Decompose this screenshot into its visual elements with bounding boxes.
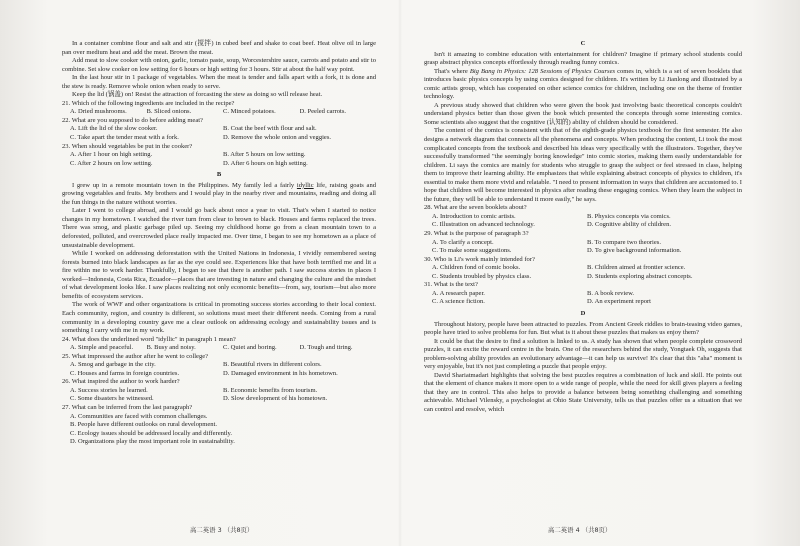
question-28: 28. What are the seven booklets about? — [424, 204, 527, 212]
question-30-options — [424, 264, 742, 281]
q29-option-a: A. To clarify a concept. — [432, 238, 494, 246]
q21-option-b: B. Sliced onions. — [146, 108, 192, 116]
q27-option-a: A. Communities are faced with common challenges. — [70, 412, 208, 420]
q22-option-b: B. Coat the beef with flour and salt. — [223, 125, 317, 133]
recipe-para-3: In the last hour stir in 1 package of vegetables. When the meat is tender and falls apart with a fork, it is done and the stew is ready. Remove whole onion when ready to serve. — [62, 74, 376, 90]
section-b-heading: B — [216, 171, 222, 179]
q21-option-d: D. Peeled carrots. — [299, 108, 347, 116]
underlined-word-idyllic: idyllic — [296, 181, 314, 189]
q22-option-d: D. Remove the whole onion and veggies. — [223, 134, 332, 142]
passage-d-para-2: It could be that the desire to find a solution is linked to us. A study has shown that when people complete crossword puzzles, it can excite the reward centre in the brain. One of the researchers behind the study, Yongtaek Oh, suggests that problem-solving ability provides an evolutionary advantage—it can help us survive! It's clear that this "aha" moment is very enjoyable, but it's not just completing a puzzle that people enjoy. — [424, 337, 742, 371]
question-30: 30. Who is Li's work mainly intended for? — [424, 255, 535, 263]
passage-b-para-3: While I worked on addressing deforestation with the United Nations in Indonesia, I vividly remembered seeing forests burned into black landscapes as far as the eye could see. Experiences like that have both terrified me and lit a fire within me to work harder. Thankfully, I began to see that there is another path. I saw success stories in places I worked—Indonesia, Costa Rica, Ecuador—places that are investing in nature and changing the culture and the mindset of what development looks like. I saw places realizing not only economic benefits—from, say, tourism—but also more benefits of ecosystem services. — [62, 250, 376, 300]
q24-option-b: B. Busy and noisy. — [146, 344, 196, 352]
passage-c-para-4: The content of the comics is consistent with that of the eighth-grade physics textbook for the first semester. He also designs a network diagram that connects all the phenomena and concepts. When producing the content, Li took the most complicated concepts from the textbook and described his ideas very specifically with the illustrators. Together, they've successfully transformed "the seemingly boring knowledge" into comic stories, making them easily understandable for children. Li says the comics are mainly for students who struggle to grasp the subject or feel stressed in class, helping them to improve their learning ability. He emphasizes that while explaining abstract concepts of physics to children, it's essential to make them more vivid and relatable. "I need to present information in ways that children are accustomed to. I hope that children will become interested in physics after reading these engaging comics. When they learn the subject in the future, they will be able to understand it more easily," he says. — [424, 127, 742, 203]
question-21-options — [62, 108, 376, 117]
question-23: 23. When should vegetables be put in the cooker? — [62, 142, 193, 150]
q24-option-c: C. Quiet and boring. — [223, 344, 277, 352]
q30-option-b: B. Children aimed at frontier science. — [587, 264, 686, 272]
q29-option-b: B. To compare two theories. — [587, 238, 661, 246]
left-page-footer: 高二英语 3 （共8页） — [190, 526, 254, 534]
question-31-options — [424, 290, 742, 307]
q26-option-a: A. Success stories he learned. — [70, 386, 148, 394]
q31-option-a: A. A research paper. — [432, 289, 485, 297]
right-page — [424, 40, 742, 415]
q31-option-b: B. A book review. — [587, 289, 635, 297]
q29-option-c: C. To make some suggestions. — [432, 247, 512, 255]
passage-c-para-3: A previous study showed that children who were given the book just involving basic theoretical concepts couldn't understand physics better than those given the book which presented the concepts through some interesting comics. Some scientists also suggest that the cognitive (认知的) ability of children should be considered. — [424, 101, 742, 126]
q24-option-a: A. Simple and peaceful. — [70, 344, 134, 352]
q28-option-c: C. Illustration on advanced technology. — [432, 221, 535, 229]
q30-option-a: A. Children fond of comic books. — [432, 264, 521, 272]
question-27-options — [62, 413, 376, 447]
page-gutter — [398, 0, 402, 546]
question-24: 24. What does the underlined word "idyllic" in paragraph 1 mean? — [62, 335, 236, 343]
q23-option-d: D. After 6 hours on high setting. — [223, 159, 308, 167]
passage-c-para-2: That's where Big Bang in Physics: 128 Sessions of Physics Courses comes in, which is a set of seven booklets that introduces basic physics concepts by using comics designed for children. It's written by Li Jianlong and illustrated by a comic artists group, which has cooperated on other science comics for children, including one on the theme of frontier technology. — [424, 67, 743, 101]
passage-d-para-3: David Shariatmadari highlights that solving the best puzzles requires a combination of luck and skill. He points out that the element of chance makes it more open to a wide range of people, while the need for skill gives players a feeling that they are in control. This also helps to provide a balance between being something challenging and something achievable. Michael Vilensky, a psychologist at Ohio State University, tells us that puzzles offer us a situation that we can control and resolve, which — [424, 371, 742, 413]
q23-option-b: B. After 5 hours on low setting. — [223, 151, 306, 159]
q26-option-c: C. Some disasters he witnessed. — [70, 395, 154, 403]
q22-option-a: A. Lift the lid of the slow cooker. — [70, 125, 158, 133]
question-22: 22. What are you supposed to do before adding meat? — [62, 116, 203, 124]
question-23-options — [62, 151, 376, 168]
q23-option-a: A. After 1 hour on high setting. — [70, 151, 153, 159]
passage-b-para-1: I grew up in a remote mountain town in the Philippines. My family led a fairly idyllic life, raising goats and growing vegetables and fruits. My brothers and I would play in the nearby river and mountains, reading and doing all the fun things in the nature without worries. — [62, 181, 376, 206]
recipe-para-1: In a container combine flour and salt and stir (搅拌) in cubed beef and shake to coat beef. Heat olive oil in large pan over medium heat and add the meat. Brown the meat. — [62, 40, 376, 56]
question-26-options — [62, 387, 376, 404]
q31-option-c: C. A science fiction. — [432, 298, 485, 306]
question-31: 31. What is the text? — [424, 281, 478, 289]
q30-option-d: D. Students exploring abstract concepts. — [587, 272, 693, 280]
q31-option-d: D. An experiment report — [587, 298, 651, 306]
q26-option-d: D. Slow development of his hometown. — [223, 395, 328, 403]
passage-b-para-4: The work of WWF and other organizations is critical in promoting success stories according to their local context. Each community, region, and country is different, so solutions must meet their different needs. Coming from a rural community in a developing country gave me a clear outlook on addressing ecology and sustainability issues and is something I carry with me in my work. — [62, 301, 376, 335]
q27-option-b: B. People have different outlooks on rural development. — [70, 421, 217, 429]
section-d-heading: D — [580, 309, 586, 317]
passage-d-para-1: Throughout history, people have been attracted to puzzles. From Ancient Greek riddles to brain-teasing video games, people have tried to solve problems for fun. But what is it about these puzzles that makes us enjoy them? — [424, 320, 742, 337]
q24-option-d: D. Tough and tiring. — [299, 344, 353, 352]
question-21: 21. Which of the following ingredients are included in the recipe? — [62, 99, 235, 107]
question-22-options — [62, 125, 376, 142]
section-c-heading: C — [580, 40, 586, 47]
q28-option-d: D. Cognitive ability of children. — [587, 221, 672, 229]
book-title: Big Bang in Physics: 128 Sessions of Physics Courses — [469, 67, 616, 75]
q23-option-c: C. After 2 hours on low setting. — [70, 159, 153, 167]
question-27: 27. What can be inferred from the last paragraph? — [62, 403, 193, 411]
right-page-footer: 高二英语 4 （共8页） — [548, 526, 612, 534]
recipe-para-2: Add meat to slow cooker with onion, garlic, tomato paste, soup, Worcestershire sauce, carrots and potato and stir to combine. Set slow cooker on low setting for 6 hours or high setting for 3 hours. Stir at about the half way point. — [62, 57, 376, 73]
recipe-para-4: Keep the lid (锅盖) on! Resist the attraction of forcasting the stew as doing so will release heat. — [72, 91, 323, 99]
q29-option-d: D. To give background information. — [587, 247, 682, 255]
question-25-options — [62, 361, 376, 378]
question-25: 25. What impressed the author after he went to college? — [62, 352, 209, 360]
q28-option-a: A. Introduction to comic artists. — [432, 212, 516, 220]
q30-option-c: C. Students troubled by physics class. — [432, 272, 532, 280]
question-28-options — [424, 213, 742, 230]
question-29-options — [424, 239, 742, 256]
q21-option-a: A. Dried mushrooms. — [70, 108, 127, 116]
question-24-options — [62, 344, 376, 353]
q26-option-b: B. Economic benefits from tourism. — [223, 386, 318, 394]
q28-option-b: B. Physics concepts via comics. — [587, 212, 671, 220]
question-29: 29. What is the purpose of paragraph 3? — [424, 230, 529, 238]
question-26: 26. What inspired the author to work harder? — [62, 378, 180, 386]
q25-option-a: A. Smog and garbage in the city. — [70, 361, 156, 369]
left-page — [62, 40, 376, 447]
q25-option-c: C. Houses and farms in foreign countries. — [70, 369, 180, 377]
q27-option-d: D. Organizations play the most important role in sustainability. — [70, 438, 235, 446]
q25-option-b: B. Beautiful rivers in different colors. — [223, 361, 322, 369]
passage-c-para-1: Isn't it amazing to combine education with entertainment for children? Imagine if primary school students could grasp abstract physics concepts effortlessly through reading funny comics. — [424, 50, 742, 67]
q27-option-c: C. Ecology issues should be addressed locally and differently. — [70, 429, 232, 437]
q25-option-d: D. Damaged environment in his hometown. — [223, 369, 338, 377]
q21-option-c: C. Minced potatoes. — [223, 108, 276, 116]
passage-b-para-2: Later I went to college abroad, and I would go back about once a year to visit. That's when I started to notice changes in my hometown. I watched the river turn from clear to brown to black. Houses and farms replaced the trees. There was smog, and plastic garbage piled up. Seeing my childhood home go from a clean mountain town to a deforested, polluted, and overcrowded place really impacted me. Over time, I began to see my hometown as a place of unsustainable development. — [62, 207, 376, 249]
q22-option-c: C. Take apart the tender meat with a fork. — [70, 134, 179, 142]
